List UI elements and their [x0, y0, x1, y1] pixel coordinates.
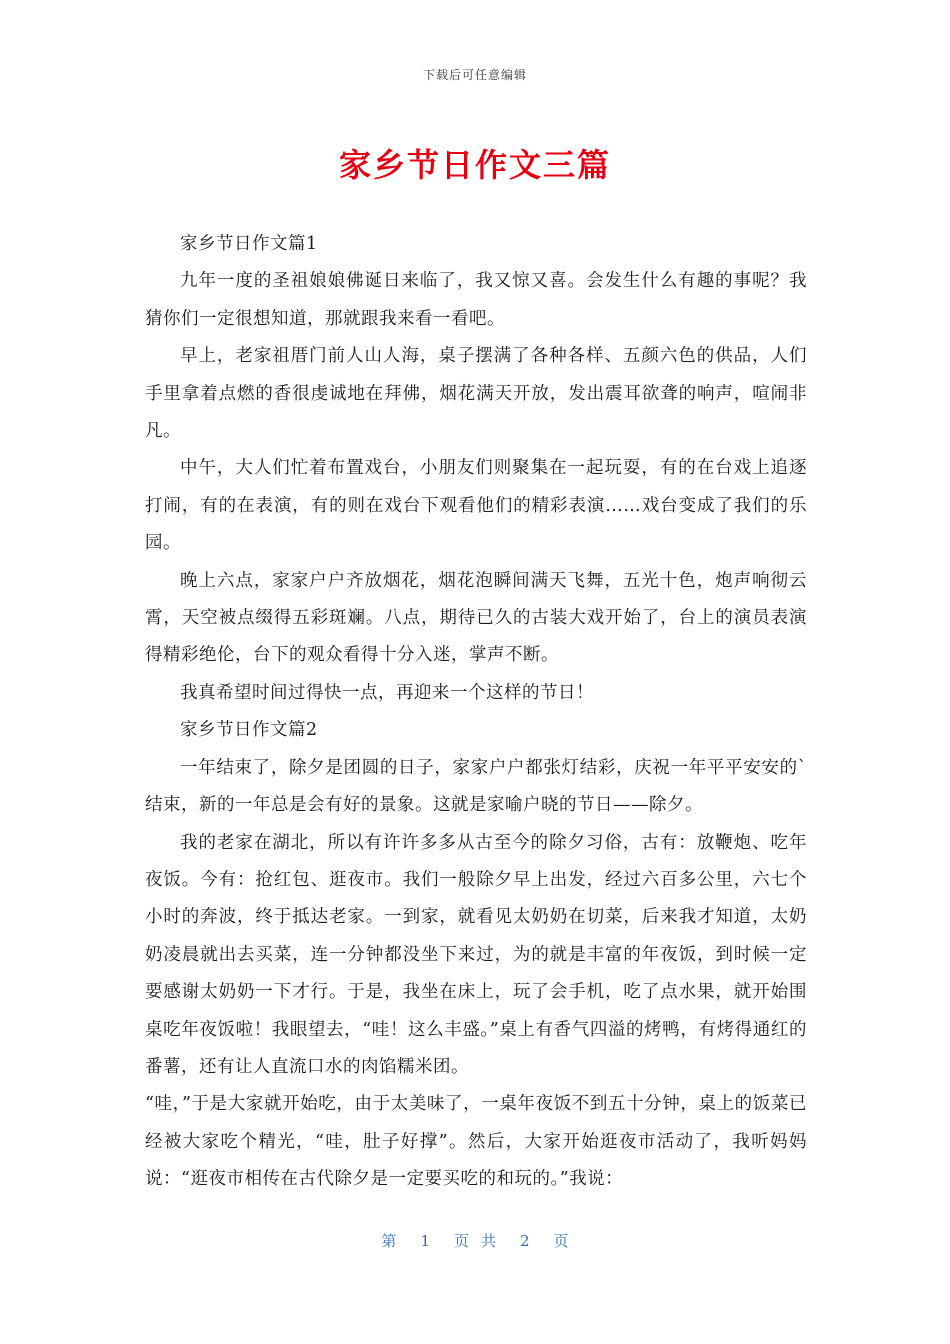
- page-footer: [0, 1230, 950, 1251]
- paragraph: 我真希望时间过得快一点，再迎来一个这样的节日！: [180, 682, 594, 703]
- section-heading-2: 家乡节日作文篇2: [180, 720, 318, 741]
- footer-total-pages: 2: [520, 1232, 530, 1250]
- paragraph: 一年结束了，除夕是团圆的日子，家家户户都张灯结彩，庆祝一年平平安安的`结束，新的一年总是会有好的景象。这就是家喻户晓的节日——除夕。: [145, 757, 807, 816]
- footer-suffix: 页: [553, 1232, 569, 1250]
- document-body: [145, 226, 807, 1199]
- footer-middle: 页共: [453, 1232, 508, 1250]
- footer-prefix: 第: [381, 1232, 397, 1250]
- paragraph: 我的老家在湖北，所以有许许多多从古至今的除夕习俗，古有：放鞭炮、吃年夜饭。今有：抢红包、逛夜市。我们一般除夕早上出发，经过六百多公里，六七个小时的奔波，终于抵达老家。一到家，就看见太奶奶在切菜，后来我才知道，太奶奶凌晨就出去买菜，连一分钟都没坐下来过，为的就是丰富的年夜饭，到时候一定要感谢太奶奶一下才行。于是，我坐在床上，玩了会手机，吃了点水果，就开始围桌吃年夜饭啦！我眼望去，“哇！这么丰盛。”桌上有香气四溢的烤鸭，有烤得通红的番薯，还有让人直流口水的肉馅糯米团。: [145, 832, 807, 1077]
- paragraph: “哇，”于是大家就开始吃，由于太美味了，一桌年夜饭不到五十分钟，桌上的饭菜已经被大家吃个精光，“哇，肚子好撑”。然后，大家开始逛夜市活动了，我听妈妈说：“逛夜市相传在古代除夕是一定要买吃的和玩的。”我说：: [145, 1094, 807, 1190]
- paragraph: 晚上六点，家家户户齐放烟花，烟花泡瞬间满天飞舞，五光十色，炮声响彻云霄，天空被点缀得五彩斑斓。八点，期待已久的古装大戏开始了，台上的演员表演得精彩绝伦，台下的观众看得十分入迷，掌声不断。: [145, 570, 807, 666]
- footer-page-number: 1: [420, 1232, 430, 1250]
- paragraph: 中午，大人们忙着布置戏台，小朋友们则聚集在一起玩耍，有的在台戏上追逐打闹，有的在表演，有的则在戏台下观看他们的精彩表演……戏台变成了我们的乐园。: [145, 458, 807, 554]
- page-header-note: 下载后可任意编辑: [422, 68, 527, 82]
- document-title: 家乡节日作文三篇: [338, 146, 611, 184]
- paragraph: 九年一度的圣祖娘娘佛诞日来临了，我又惊又喜。会发生什么有趣的事呢？我猜你们一定很想知道，那就跟我来看一看吧。: [145, 271, 807, 329]
- paragraph: 早上，老家祖厝门前人山人海，桌子摆满了各种各样、五颜六色的供品，人们手里拿着点燃的香很虔诚地在拜佛，烟花满天开放，发出震耳欲聋的响声，喧闹非凡。: [145, 346, 807, 442]
- section-heading-1: 家乡节日作文篇1: [180, 234, 318, 254]
